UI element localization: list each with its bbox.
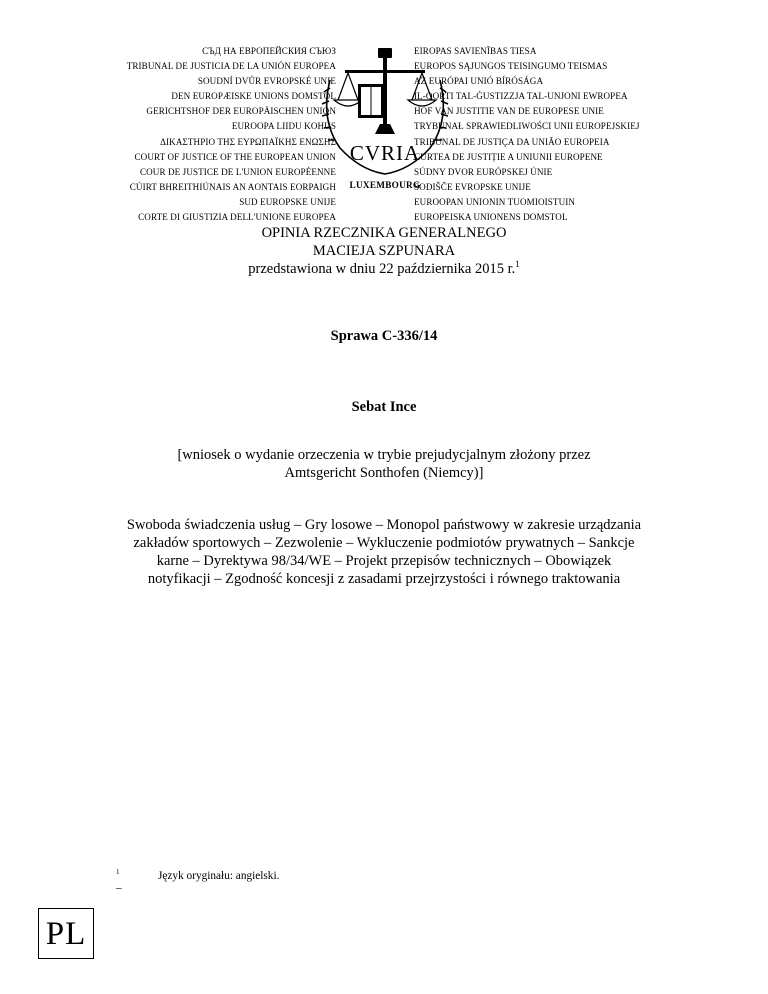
court-name: SUD EUROPSKE UNIJE <box>239 196 336 207</box>
court-name: HOF VAN JUSTITIE VAN DE EUROPESE UNIE <box>414 106 604 117</box>
court-name: SODIŠČE EVROPSKE UNIJE <box>414 181 531 192</box>
footnote-reference[interactable]: 1 <box>515 259 520 270</box>
court-name: ΔΙΚΑΣΤΗΡΙΟ ΤΗΣ ΕΥΡΩΠΑΪΚΗΣ ΕΝΩΣΗΣ <box>160 136 336 147</box>
court-name: TRIBUNAL DE JUSTICIA DE LA UNIÓN EUROPEA <box>126 61 336 72</box>
footnote-number: 1 <box>116 868 120 877</box>
reference-line: [wniosek o wydanie orzeczenia w trybie prejudycjalnym złożony przez <box>177 447 591 463</box>
keywords-summary: Swoboda świadczenia usług – Gry losowe – Monopol państwowy w zakresie urządzania zakładów sportowych – Zezwolenie – Wykluczenie podmiotów prywatnych – Sankcje karne – Dyrektywa 98/34/WE – Projekt przepisów technicznych – Obowiązek notyfikacji – Zgodność koncesji z zasadami przejrzystości i równego traktowania <box>126 517 642 587</box>
court-name: COURT OF JUSTICE OF THE EUROPEAN UNION <box>134 151 336 162</box>
court-names-left <box>40 44 336 225</box>
title-date-line <box>0 260 768 278</box>
court-name: EUROOPA LIIDU KOHUS <box>231 121 336 132</box>
court-name: SÚDNY DVOR EURÓPSKEJ ÚNIE <box>414 166 553 177</box>
footnote-marker <box>116 870 122 894</box>
footnote-dash: – <box>116 882 122 894</box>
court-name: AZ EURÓPAI UNIÓ BÍRÓSÁGA <box>414 76 544 87</box>
court-name: COUR DE JUSTICE DE L'UNION EUROPÉENNE <box>139 166 336 177</box>
reference-line: Amtsgericht Sonthofen (Niemcy)] <box>284 465 484 481</box>
court-names-right <box>414 44 744 225</box>
court-name: TRYBUNAŁ SPRAWIEDLIWOŚCI UNII EUROPEJSKIEJ <box>414 121 640 132</box>
city-label: LUXEMBOURG <box>349 180 421 190</box>
court-name: EIROPAS SAVIENĪBAS TIESA <box>414 46 537 56</box>
court-name: IL-QORTI TAL-ĠUSTIZZJA TAL-UNJONI EWROPEA <box>414 91 628 102</box>
document-title <box>0 224 768 278</box>
court-name: CORTE DI GIUSTIZIA DELL'UNIONE EUROPEA <box>138 212 336 223</box>
court-name: СЪД НА ЕВРОПЕЙСКИЯ СЪЮЗ <box>202 46 336 56</box>
court-name: EUROPEISKA UNIONENS DOMSTOL <box>414 212 568 223</box>
court-name: GERICHTSHOF DER EUROPÄISCHEN UNION <box>146 106 336 117</box>
reference-for-preliminary-ruling <box>0 446 768 482</box>
court-name: CÚIRT BHREITHIÚNAIS AN AONTAIS EORPAIGH <box>129 181 336 192</box>
party-name: Sebat Ince <box>351 399 417 415</box>
court-name: SOUDNÍ DVŮR EVROPSKÉ UNIE <box>197 76 336 87</box>
emblem-text: CVRIA <box>349 141 421 165</box>
title-line: OPINIA RZECZNIKA GENERALNEGO <box>261 225 507 241</box>
language-code-box: PL <box>38 908 94 959</box>
court-name: EUROPOS SĄJUNGOS TEISINGUMO TEISMAS <box>414 61 608 72</box>
court-name: EUROOPAN UNIONIN TUOMIOISTUIN <box>414 196 576 207</box>
title-line: MACIEJA SZPUNARA <box>312 243 456 259</box>
court-name: DEN EUROPÆISKE UNIONS DOMSTOL <box>171 91 336 102</box>
court-name: CURTEA DE JUSTIȚIE A UNIUNII EUROPENE <box>414 151 603 162</box>
case-number: Sprawa C-336/14 <box>330 328 438 344</box>
court-name: TRIBUNAL DE JUSTIÇA DA UNIÃO EUROPEIA <box>414 136 610 147</box>
delivery-date: przedstawiona w dniu 22 października 2015 r. <box>248 261 516 277</box>
footnote-text: Język oryginału: angielski. <box>158 870 280 882</box>
